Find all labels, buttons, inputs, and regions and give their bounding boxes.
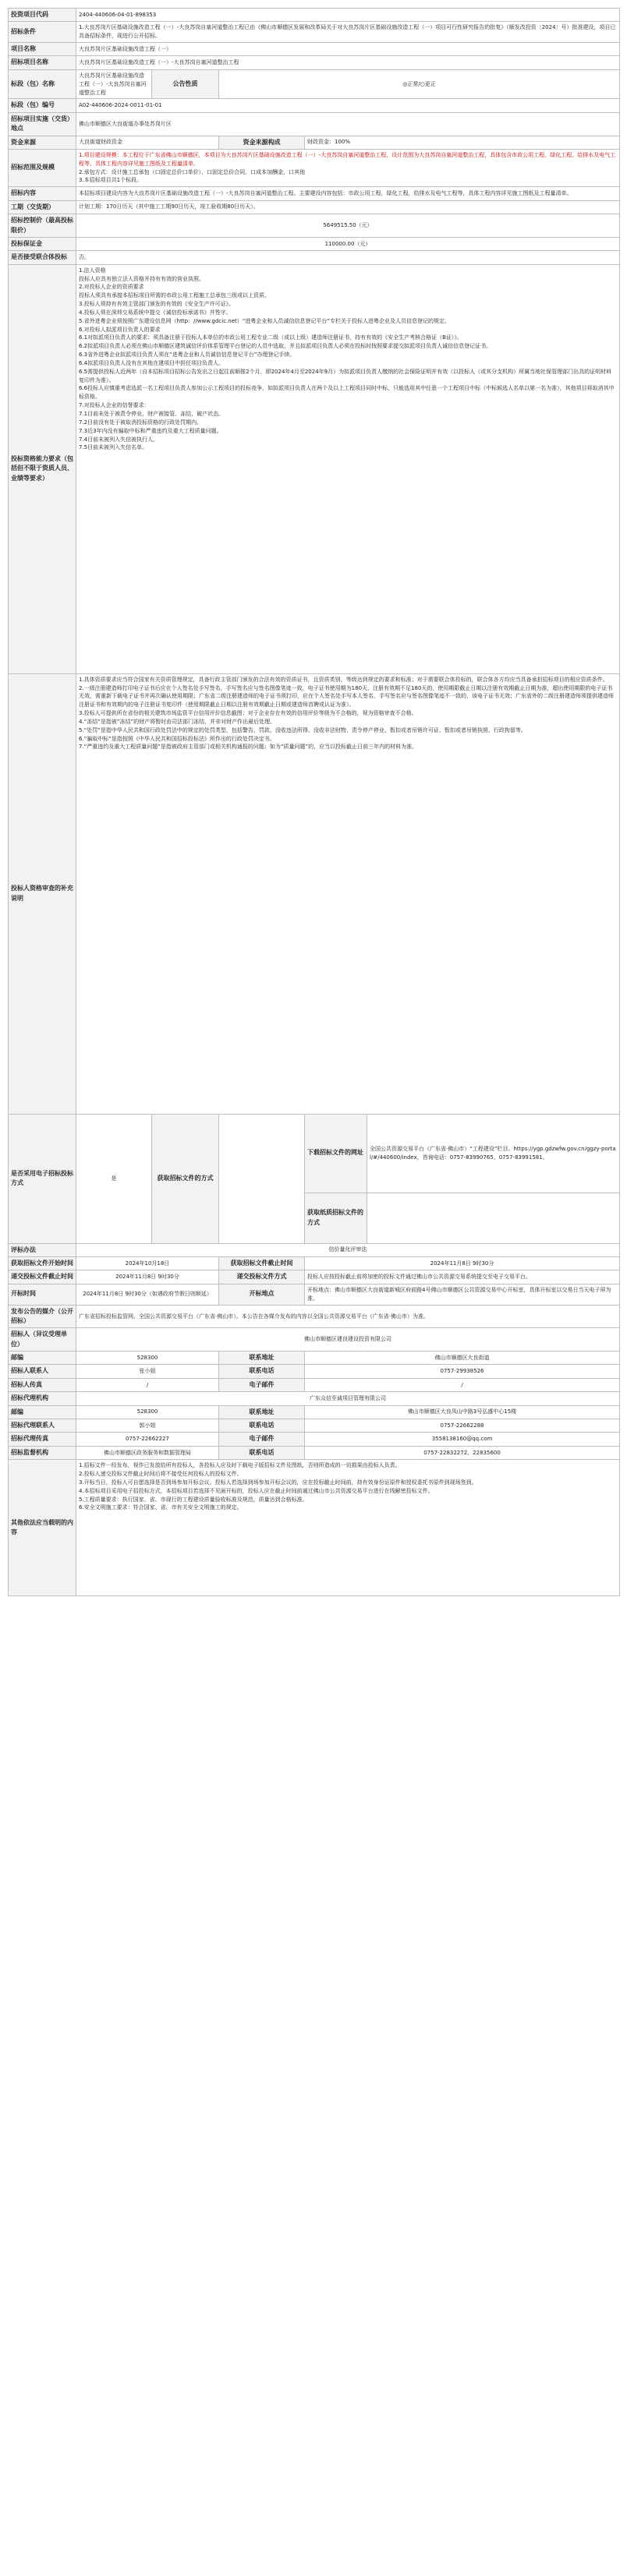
other-label: 其他依法应当载明的内容 (9, 1460, 76, 1596)
row-content (9, 187, 620, 200)
other-line: 1.招标文件一经发布，视作已发放给所有投标人，各投标人应及时下载电子版招标文件及图纸，否则所造成的一切损果由投标人负责。 (79, 1462, 401, 1469)
qual-line: 6.对投标人拟派项目负责人的要求 (79, 326, 161, 333)
paper-doc-label: 获取纸质招标文件的方式 (305, 1193, 367, 1243)
download-value[interactable]: 全国公共资源交易平台（广东省·佛山市）“工程建设”栏目。https://ygp.gdzwfw.gov.cn/ggzy-portal/#/440600/index，咨询电话：0757-83990765、0757-83991581。 (367, 1114, 620, 1193)
submit-way-label: 递交投标文件方式 (219, 1270, 305, 1284)
review-line: 6.“骗取中标”是指按照《中华人民共和国招标投标法》所作出的行政处罚决定书。 (79, 735, 275, 742)
qual-line: 6.5需提供投标人近两年（自本招标项目招标公告发出之日起往前顺推2个月，即2024年4月至2024年9月）为拟派项目负责人缴纳的社会保险证明并有效（以投标人（或其分支机构）所属当地社保管理部门出具的证明材料复印件为准）。 (79, 368, 612, 383)
funding-ratio-label: 资金来源构成 (219, 136, 305, 149)
row-location (9, 112, 620, 136)
scope-label: 招标范围及规模 (9, 149, 76, 186)
qual-line: 7.5目前未被列入失信名单。 (79, 444, 148, 451)
supervisor-value: 佛山市顺德区政务服务和数据管理局 (76, 1446, 219, 1459)
content-label: 招标内容 (9, 187, 76, 200)
row-scope (9, 149, 620, 186)
row-project-name (9, 43, 620, 56)
doc-method-spacer (219, 1114, 305, 1243)
section-value: 大良苏岗片区基础设施改造工程（一）-大良苏岗自塞河道整治工程 (76, 69, 152, 99)
scope-value (76, 149, 620, 186)
qual-line: 7.对投标人企业的信誉要求： (79, 402, 150, 409)
qual-line: 1.法人资格 (79, 267, 106, 274)
location-label: 招标项目实施（交货）地点 (9, 112, 76, 136)
agency-fax-label: 招标代理传真 (9, 1433, 76, 1446)
control-price-label: 招标控制价（最高投标限价） (9, 214, 76, 238)
control-price-value: 5649515.50（元） (76, 214, 620, 238)
tenderer-fax-label: 招标人传真 (9, 1378, 76, 1391)
row-agency-fax (9, 1433, 620, 1446)
agency-label: 招标代理机构 (9, 1392, 76, 1405)
tenderer-addr-label: 联系地址 (219, 1352, 305, 1365)
funding-value: 大良街道财政资金 (76, 136, 219, 149)
supervisor-tel-value: 0757-22832272、22835600 (305, 1446, 620, 1459)
row-publish (9, 1305, 620, 1328)
tenderer-tel-label: 联系电话 (219, 1365, 305, 1378)
other-line: 6.安全文明施工要求：符合国家、省、市有关安全文明施工的规定。 (79, 1504, 243, 1511)
project-name-label: 项目名称 (9, 43, 76, 56)
tenderer-contact-value: 张小姐 (76, 1365, 219, 1378)
funding-ratio-value: 财政资金：100% (305, 136, 620, 149)
bid-name-label: 招标项目名称 (9, 56, 76, 69)
conditions-label: 招标条件 (9, 22, 76, 43)
row-e-submit (9, 1114, 620, 1193)
tenderer-email-label: 电子邮件 (219, 1378, 305, 1391)
deadline-label: 递交投标文件截止时间 (9, 1270, 76, 1284)
row-tenderer (9, 1328, 620, 1352)
agency-fax-value: 0757-22662227 (76, 1433, 219, 1446)
opening-place-value: 开标地点：佛山市顺德区大良街道新城区府前路4号佛山市顺德区公共资源交易中心开标室，具体开标室以交易日当天电子屏为准。 (305, 1284, 620, 1305)
doc-start-label: 获取招标文件开始时间 (9, 1257, 76, 1270)
project-code-value: 2404-440606-04-01-898353 (76, 9, 620, 22)
doc-end-value: 2024年11月8日 9时30分 (305, 1257, 620, 1270)
scope-line: 1.项目建设规模：本工程位于广东省佛山市顺德区，本项目为大良苏岗片区基础设施改造工程（一）-大良苏岗自塞河道整治工程，设计范围为大良苏岗自塞河道整治工程，具体包含市政公用工程、绿化工程、给排水及电气工程等，具体工程内容详见施工图纸及工程量清单。 (79, 151, 616, 167)
duration-value: 计划工期：170日历天（其中施工工期90日历天，竣工验收期80日历天）。 (76, 200, 620, 214)
supervisor-label: 招标监督机构 (9, 1446, 76, 1459)
review-line: 2.一级注册建造师打印电子证书后应在个人签名处手写签名，手写签名应与签名图像笔迹一致，电子证书使用期为180天，注册有效期不足180天的，使用期限截止日期以注册有效期截止日期为准，超出使用期限的电子证书无效，需重新下载电子证书并再次确认使用期限；广东省二级注册建造师的电子证书须打印，应在个人签名处手写本人签名，手写签名应与签名图像笔迹不一致的，该电子证书无效；广东省外的二级注册建造师须提供建造师注册证书和有效期内的电子注册证书复印件（使用期限截止日期以注册有效期截止日期或建造师首聘或认证为准）。 (79, 684, 614, 708)
duration-label: 工期（交货期） (9, 200, 76, 214)
qual-line: 6.2拟派项目负责人必须在佛山市顺德区建筑诚信评价体系管理平台登记的人员中选取，并且拟派项目负责人必须在投标时按照要求提交拟派项目负责人诚信信息登记证书。 (79, 343, 492, 350)
review-label: 投标人资格审查的补充说明 (9, 673, 76, 1114)
row-deposit (9, 237, 620, 250)
eval-value: 信价量化评审法 (76, 1243, 620, 1256)
funding-label: 资金来源 (9, 136, 76, 149)
agency-post-label: 邮编 (9, 1405, 76, 1419)
deposit-value: 110000.00（元） (76, 237, 620, 250)
tenderer-label: 招标人（异议受理单位） (9, 1328, 76, 1352)
qual-line: 3.投标人须持有有效主管部门颁发的有效的《安全生产许可证》。 (79, 301, 235, 308)
other-line: 3.开标当日，投标人可自愿选择是否到场参加开标会议。投标人若选择到场参加开标会议的，应在投标截止时间前，持有效身份证原件和授权委托书原件到现场签到。 (79, 1479, 477, 1486)
download-label: 下载招标文件的网址 (305, 1114, 367, 1193)
supervisor-tel-label: 联系电话 (219, 1446, 305, 1459)
row-section (9, 69, 620, 99)
qual-line: 6.1对拟派项目负责人的要求：须具备注册于投标人本单位的市政公用工程专业二级（或以上级）建造师注册证书，持有有效的《安全生产考核合格证（B证）》。 (79, 334, 462, 341)
notice-type-label: 公告性质 (152, 69, 219, 99)
row-opening (9, 1284, 620, 1305)
row-agency-post (9, 1405, 620, 1419)
row-bid-name (9, 56, 620, 69)
project-code-label: 投资项目代码 (9, 9, 76, 22)
section-code-value: A02-440606-2024-0011-01-01 (76, 99, 620, 112)
row-project-code (9, 9, 620, 22)
row-tenderer-contact (9, 1365, 620, 1378)
qual-line: 7.4目前未被列入失信被执行人。 (79, 436, 159, 443)
section-label: 标段（包）名称 (9, 69, 76, 99)
qualifications-label: 投标资格能力要求（包括但不限于资质人员、业绩等要求） (9, 264, 76, 673)
doc-method-label: 获取招标文件的方式 (152, 1114, 219, 1243)
qual-line: 6.6投标人应慎重考虑选派一名工程项目负责人参加公示工程项目的投标竞争，如拟派项目负责人在两个及以上工程项目同时中标，只能选用其中任意一个工程项目中标（中标候选人名单以第一名为准），其他项目将取消其中标资格。 (79, 385, 615, 401)
bid-name-value: 大良苏岗片区基础设施改造工程（一）-大良苏岗自塞河道整治工程 (76, 56, 620, 69)
scope-line: 2.承包方式：设计施工总承包（口固定总价口单价），口固定总价合同，口成本加酬金，口其他 (79, 168, 306, 175)
announcement-table (8, 8, 620, 1596)
opening-value: 2024年11月8日 9时30分（如遇政府节假日则顺延） (76, 1284, 219, 1305)
deadline-value: 2024年11月8日 9时30分 (76, 1270, 219, 1284)
review-line: 4.“冻结”是指被“冻结”的财产将暂时由司法部门冻结，并非对财产作出最后处理。 (79, 718, 276, 725)
agency-email-label: 电子邮件 (219, 1433, 305, 1446)
qual-line: 5.省外进粤企业须按照广东建设信息网（http：//www.gdcic.net）“进粤企业和人员诚信信息登记平台”专栏关于投标人进粤企业及人员信息登记的规定。 (79, 317, 451, 324)
tenderer-addr-value: 佛山市顺德区大良街道 (305, 1352, 620, 1365)
notice-type-value: ◎正常/○更正 (219, 69, 620, 99)
tenderer-post-label: 邮编 (9, 1352, 76, 1365)
agency-addr-label: 联系地址 (219, 1405, 305, 1419)
agency-post-value: 528300 (76, 1405, 219, 1419)
tenderer-post-value: 528300 (76, 1352, 219, 1365)
agency-email-value[interactable]: 3558138160@qq.com (305, 1433, 620, 1446)
submit-way-value: 投标人应按投标截止前将加密的投标文件通过佛山市公共资源交易系统提交至电子交易平台。 (305, 1270, 620, 1284)
qual-line: 4.投标人须在深圳交易系统中提交《诚信投标承诺书》并签字。 (79, 309, 232, 316)
review-value (76, 673, 620, 1114)
row-tenderer-fax (9, 1378, 620, 1391)
conditions-value: 1.大良苏岗片区基础设施改造工程（一）-大良苏岗自塞河道整治工程已由《佛山市顺德区发展和改革局关于对大良苏岗片区基础设施改造工程（一）项目可行性研究报告的批复》（顺发改投资〔2024〕号）批准建设，项目已具备招标条件，现进行公开招标。 (76, 22, 620, 43)
tenderer-email-value: / (305, 1378, 620, 1391)
agency-contact-value: 郭小姐 (76, 1419, 219, 1433)
row-tenderer-post (9, 1352, 620, 1365)
qual-line: 6.4拟派项目负责人没有在其他在建项目中担任项目负责人。 (79, 359, 225, 366)
row-joint (9, 251, 620, 264)
review-line: 1.具体资质要求应当符合国家有关资质管理规定，具备行政主管部门颁发的合法有效的资质证书，且资质类别、等级达到规定的要求和标准；对于需要联合体投标的，联合体各方均应当具备承担招标项目的相应资质条件。 (79, 676, 608, 683)
review-line: 5.“处罚”是指中华人民共和国行政处罚法中的规定的处罚类型，包括警告、罚款、没收违法所得、没收非法财物、责令停产停业、暂扣或者吊销许可证、暂扣或者吊销执照、行政拘留等。 (79, 726, 526, 733)
qual-line: 7.1目前未处于被责令停业，财产被接管、冻结，破产状态。 (79, 411, 225, 418)
qual-line: 7.3近3年内没有骗取中标和严重违约及重大工程质量问题。 (79, 427, 222, 434)
opening-place-label: 开标地点 (219, 1284, 305, 1305)
row-other (9, 1460, 620, 1596)
section-code-label: 标段（包）编号 (9, 99, 76, 112)
tenderer-tel-value: 0757-29938526 (305, 1365, 620, 1378)
tenderer-value: 佛山市顺德区建良建设投资有限公司 (76, 1328, 620, 1352)
joint-value: 否。 (76, 251, 620, 264)
joint-label: 是否接受联合体投标 (9, 251, 76, 264)
other-value (76, 1460, 620, 1596)
agency-value: 广东众信至诚项目管理有限公司 (76, 1392, 620, 1405)
paper-doc-value (367, 1193, 620, 1243)
row-agency-contact (9, 1419, 620, 1433)
deposit-label: 投标保证金 (9, 237, 76, 250)
row-eval (9, 1243, 620, 1256)
doc-end-label: 获取招标文件截止时间 (219, 1257, 305, 1270)
bid-announcement (8, 8, 619, 1596)
row-conditions (9, 22, 620, 43)
other-line: 4.本招标项目采用电子招投标方式，本招标项目若选择不见面开标的，投标人应在截止时间前通过佛山市公共资源交易平台进行在线解密投标文件。 (79, 1487, 434, 1494)
qual-line: 2.对投标人企业的资质要求 (79, 284, 144, 291)
row-section-code (9, 99, 620, 112)
agency-tel-value: 0757-22662288 (305, 1419, 620, 1433)
row-deadline (9, 1270, 620, 1284)
qual-line: 投标人应具有独立法人资格并持有有效的营业执照。 (79, 275, 204, 282)
publish-value: 广东省招标投标监管网、全国公共资源交易平台（广东省·佛山市）。本公告在各媒介发布的内容以全国公共资源交易平台（广东省·佛山市）为准。 (76, 1305, 620, 1328)
agency-tel-label: 联系电话 (219, 1419, 305, 1433)
agency-addr-value: 佛山市顺德区大良凤山中路3号弘盛中心15楼 (305, 1405, 620, 1419)
row-doc-time (9, 1257, 620, 1270)
agency-contact-label: 招标代理联系人 (9, 1419, 76, 1433)
qual-line: 6.3省外进粤企业拟派项目负责人须在“进粤企业和人员诚信信息登记平台”办理登记手续。 (79, 352, 296, 359)
e-submit-value: 是 (76, 1114, 152, 1243)
row-qualifications (9, 264, 620, 673)
doc-start-value: 2024年10月18日 (76, 1257, 219, 1270)
row-supervisor (9, 1446, 620, 1459)
qual-line: 投标人须具有承接本招标项目所需的市政公用工程施工总承包三级或以上资质。 (79, 292, 270, 299)
other-line: 2.投标人递交投标文件截止时间后将不接受任何投标人的投标文件。 (79, 1471, 243, 1478)
e-submit-label: 是否采用电子招标投标方式 (9, 1114, 76, 1243)
row-control-price (9, 214, 620, 238)
publish-label: 发布公告的媒介（公开招标） (9, 1305, 76, 1328)
content-value: 本招标项目建设内容为大良苏岗片区基础设施改造工程（一）-大良苏岗自塞河道整治工程。主要建设内容包括：市政公用工程，绿化工程，给排水及电气工程等，具体工程内容详见施工图纸及工程量清单。 (76, 187, 620, 200)
row-funding (9, 136, 620, 149)
review-line: 7.“严重违约及重大工程质量问题”是指被政府主管部门或相关机构通报的问题；如为“质量问题”的，应当以投标截止日前三年内的材料为准。 (79, 744, 418, 751)
opening-label: 开标时间 (9, 1284, 76, 1305)
review-line: 3.投标人可提供所在省份的相关建筑市场监管平台信用评价信息截图；对于企业存在有效的信用评价等级为不合格的，视为资格审查不合格。 (79, 710, 417, 717)
qual-line: 7.2目前没有处于被取消投标资格的行政处罚期内。 (79, 419, 203, 426)
qualifications-value (76, 264, 620, 673)
other-line: 5.工程质量要求：执行国家、省、市现行的工程建设质量验收标准及规范，质量达到合格标准。 (79, 1496, 308, 1503)
row-agency (9, 1392, 620, 1405)
eval-label: 评标办法 (9, 1243, 76, 1256)
scope-line: 3.本招标项目共1个标段。 (79, 177, 143, 184)
location-value: 佛山市顺德区大良街道办事处苏岗片区 (76, 112, 620, 136)
tenderer-contact-label: 招标人联系人 (9, 1365, 76, 1378)
row-duration (9, 200, 620, 214)
project-name-value: 大良苏岗片区基础设施改造工程（一） (76, 43, 620, 56)
row-review (9, 673, 620, 1114)
tenderer-fax-value: / (76, 1378, 219, 1391)
